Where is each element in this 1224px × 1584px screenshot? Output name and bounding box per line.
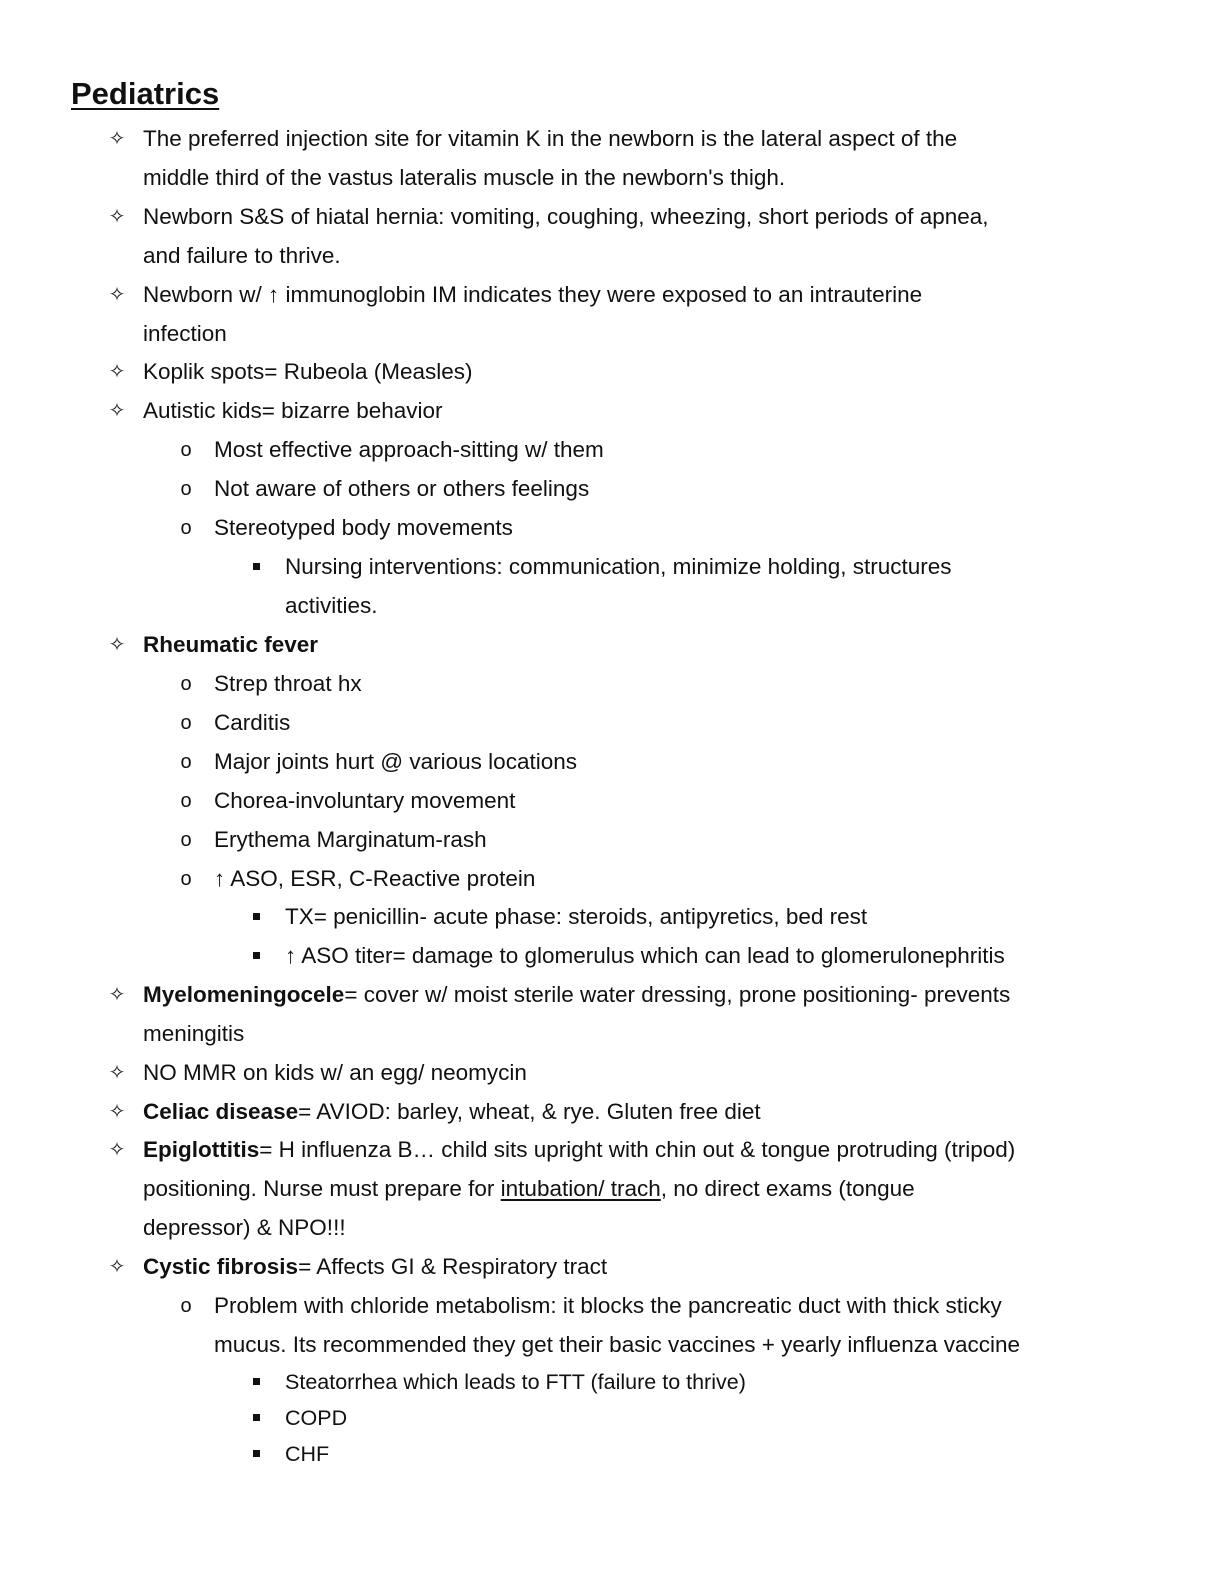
text-segment: positioning. Nurse must prepare for [143,1176,501,1201]
circle-bullet-icon: o [180,712,192,734]
circle-bullet-icon: o [180,829,192,851]
circle-bullet-icon: o [180,439,192,461]
sub-bullet-text: Stereotyped body movements [214,515,513,540]
square-bullet-icon [250,1436,262,1472]
star-bullet-icon: ✧ [108,984,126,1006]
star-bullet-icon: ✧ [108,400,126,422]
square-bullet-text: TX= penicillin- acute phase: steroids, antipyretics, bed rest [285,904,868,929]
square-bullet-icon [250,937,262,976]
bullet-text-cont: middle third of the vastus lateralis muscle in the newborn's thigh. [143,165,786,190]
bullet-heading: Celiac disease [143,1099,299,1124]
star-bullet-icon: ✧ [108,128,126,150]
sub-bullet-text: Most effective approach-sitting w/ them [214,437,604,462]
bullet-text: Koplik spots= Rubeola (Measles) [143,359,473,384]
bullet-text [143,1248,607,1287]
sub-bullet-text: Problem with chloride metabolism: it blocks the pancreatic duct with thick sticky [214,1293,1002,1318]
sub-bullet-text: Carditis [214,710,291,735]
circle-bullet-icon: o [180,751,192,773]
sub-bullet-text: ↑ ASO, ESR, C-Reactive protein [214,866,536,891]
circle-bullet-icon: o [180,517,192,539]
page-title: Pediatrics [71,76,220,111]
square-bullet-text: COPD [285,1406,348,1430]
star-bullet-icon: ✧ [108,1139,126,1161]
square-bullet-icon [250,1400,262,1436]
bullet-heading: Myelomeningocele [143,982,345,1007]
sub-bullet-text: Not aware of others or others feelings [214,476,590,501]
bullet-text: The preferred injection site for vitamin K in the newborn is the lateral aspect of the [143,126,958,151]
square-bullet-text: CHF [285,1442,330,1466]
sub-bullet-text: Erythema Marginatum-rash [214,827,487,852]
sub-bullet-text: Strep throat hx [214,671,362,696]
circle-bullet-icon: o [180,790,192,812]
star-bullet-icon: ✧ [108,634,126,656]
bullet-text [143,976,1010,1015]
circle-bullet-icon: o [180,868,192,890]
sub-bullet-text: Chorea-involuntary movement [214,788,516,813]
square-bullet-icon [250,898,262,937]
sub-bullet-text: Major joints hurt @ various locations [214,749,577,774]
bullet-text-rest: = Affects GI & Respiratory tract [298,1254,608,1279]
star-bullet-icon: ✧ [108,1101,126,1123]
bullet-text-rest: = H influenza B… child sits upright with chin out & tongue protruding (tripod) [259,1137,1016,1162]
sub-bullet-text-cont: mucus. Its recommended they get their basic vaccines + yearly influenza vaccine [214,1332,1021,1357]
square-bullet-text: Steatorrhea which leads to FTT (failure to thrive) [285,1370,746,1394]
star-bullet-icon: ✧ [108,1256,126,1278]
star-bullet-icon: ✧ [108,1062,126,1084]
text-segment: , no direct exams (tongue [660,1176,915,1201]
bullet-text [143,1093,761,1132]
bullet-text: Autistic kids= bizarre behavior [143,398,443,423]
bullet-text: Newborn S&S of hiatal hernia: vomiting, coughing, wheezing, short periods of apnea, [143,204,989,229]
bullet-text: NO MMR on kids w/ an egg/ neomycin [143,1060,527,1085]
bullet-heading: Cystic fibrosis [143,1254,299,1279]
bullet-text-rest: = AVIOD: barley, wheat, & rye. Gluten free diet [298,1099,761,1124]
bullet-text-cont: meningitis [143,1021,245,1046]
bullet-text [143,1131,1015,1170]
bullet-text-cont [143,1170,915,1209]
underlined-text: intubation/ trach [500,1176,661,1201]
bullet-text-cont: depressor) & NPO!!! [143,1215,346,1240]
square-bullet-text: Nursing interventions: communication, minimize holding, structures [285,554,952,579]
bullet-text-cont: and failure to thrive. [143,243,341,268]
bullet-text-cont: infection [143,321,227,346]
star-bullet-icon: ✧ [108,206,126,228]
circle-bullet-icon: o [180,1295,192,1317]
square-bullet-text-cont: activities. [285,593,378,618]
square-bullet-icon [250,1364,262,1400]
bullet-heading: Epiglottitis [143,1137,260,1162]
circle-bullet-icon: o [180,673,192,695]
star-bullet-icon: ✧ [108,284,126,306]
circle-bullet-icon: o [180,478,192,500]
square-bullet-icon [250,548,262,587]
square-bullet-text: ↑ ASO titer= damage to glomerulus which can lead to glomerulonephritis [285,943,1005,968]
bullet-heading: Rheumatic fever [143,632,319,657]
star-bullet-icon: ✧ [108,361,126,383]
bullet-text-rest: = cover w/ moist sterile water dressing, prone positioning- prevents [344,982,1011,1007]
bullet-text: Newborn w/ ↑ immunoglobin IM indicates they were exposed to an intrauterine [143,282,923,307]
